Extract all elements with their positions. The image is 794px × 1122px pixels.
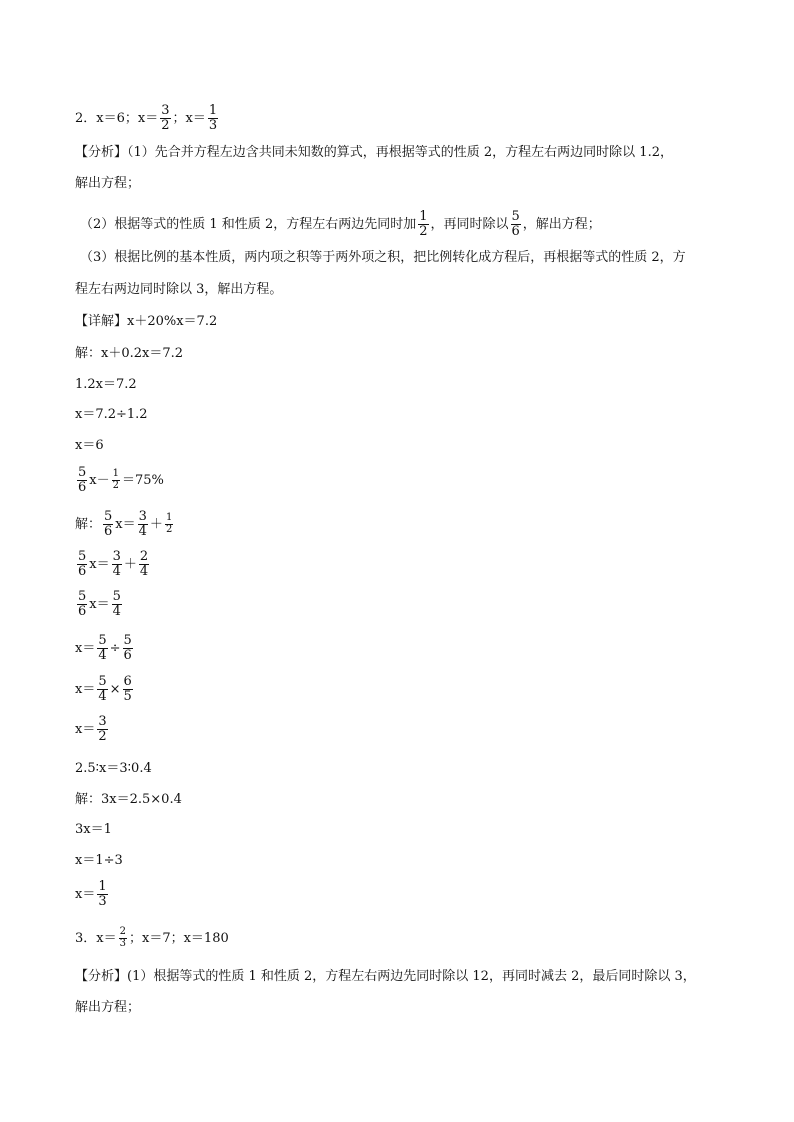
text: x＝ — [75, 721, 96, 737]
analysis-line: 【分析】（1）先合并方程左边含共同未知数的算式，再根据等式的性质 2，方程左右两边同时除以 1.2， — [75, 145, 673, 160]
equation-step — [75, 634, 135, 662]
text: 2．x＝6；x＝ — [75, 110, 159, 126]
detail-line: 【详解】x＋20%x＝7.2 — [75, 314, 218, 329]
equation-step — [75, 675, 135, 703]
text: ＋ — [123, 556, 137, 572]
equation-step: 1.2x＝7.2 — [75, 377, 137, 392]
equation-step: 解：x＋0.2x＝7.2 — [75, 346, 184, 361]
equation-step — [75, 590, 124, 618]
text: × — [109, 681, 121, 697]
fraction: $\frac{3}{2}$ — [161, 103, 170, 133]
text: 解： — [75, 516, 102, 532]
answer-line-2 — [75, 104, 220, 132]
fraction: $\frac{3}{2}$ — [98, 714, 107, 744]
text: x＝ — [115, 516, 136, 532]
fraction: $\frac{1}{2}$ — [165, 512, 173, 535]
fraction: $\frac{2}{4}$ — [139, 549, 149, 579]
analysis-line: （3）根据比例的基本性质，两内项之积等于两外项之积，把比例转化成方程后，再根据等式的性质 2，方 — [80, 250, 686, 265]
equation-step: 解：3x＝2.5×0.4 — [75, 792, 182, 807]
equation-step — [75, 550, 151, 578]
equation-step — [75, 510, 175, 538]
fraction: $\frac{5}{6}$ — [123, 633, 132, 663]
fraction: $\frac{5}{6}$ — [78, 549, 87, 579]
text: 3．x＝ — [75, 930, 117, 946]
text: x＝ — [75, 886, 96, 902]
fraction: $\frac{1}{3}$ — [208, 103, 218, 133]
analysis-line — [80, 210, 601, 238]
text: ；x＝ — [172, 110, 206, 126]
fraction: $\frac{5}{6}$ — [511, 209, 520, 239]
analysis-line: 解出方程； — [75, 176, 141, 191]
fraction: $\frac{5}{4}$ — [98, 674, 107, 704]
fraction: $\frac{5}{6}$ — [78, 589, 87, 619]
text: x＝ — [89, 556, 110, 572]
equation-step: 2.5∶x＝3∶0.4 — [75, 761, 152, 776]
text: ，解出方程； — [522, 216, 601, 232]
fraction: $\frac{5}{4}$ — [98, 633, 107, 663]
fraction: $\frac{6}{5}$ — [123, 674, 132, 704]
equation-step — [75, 715, 110, 743]
analysis-line: 程左右两边同时除以 3，解出方程。 — [75, 282, 283, 297]
text: （2）根据等式的性质 1 和性质 2，方程左右两边先同时加 — [80, 216, 417, 232]
equation-step: x＝1÷3 — [75, 853, 123, 868]
analysis-line: 【分析】(1）根据等式的性质 1 和性质 2，方程左右两边先同时除以 12，再同时减去 2，最后同时除以 3， — [75, 969, 696, 984]
text: x＝ — [75, 681, 96, 697]
fraction: $\frac{1}{3}$ — [98, 879, 107, 909]
text: ＝75% — [122, 472, 164, 488]
fraction: $\frac{3}{4}$ — [112, 549, 121, 579]
fraction: $\frac{5}{6}$ — [104, 509, 113, 539]
equation-step: 3x＝1 — [75, 822, 112, 837]
fraction: $\frac{2}{3}$ — [119, 926, 126, 949]
equation-step — [75, 466, 164, 494]
text: ÷ — [109, 640, 121, 656]
text: x－ — [89, 472, 110, 488]
fraction: $\frac{5}{4}$ — [112, 589, 121, 619]
text: ＋ — [149, 516, 163, 532]
text: ；x＝7；x＝180 — [128, 930, 229, 946]
text: x＝ — [75, 640, 96, 656]
analysis-line: 解出方程； — [75, 1000, 141, 1015]
text: ，再同时除以 — [430, 216, 509, 232]
text: x＝ — [89, 596, 110, 612]
answer-line-3 — [75, 927, 229, 949]
fraction: $\frac{3}{4}$ — [138, 509, 147, 539]
equation-step — [75, 880, 110, 908]
equation-step: x＝6 — [75, 438, 104, 453]
fraction: $\frac{5}{6}$ — [78, 465, 87, 495]
fraction: $\frac{1}{2}$ — [112, 468, 119, 491]
fraction: $\frac{1}{2}$ — [419, 209, 428, 239]
equation-step: x＝7.2÷1.2 — [75, 407, 148, 422]
